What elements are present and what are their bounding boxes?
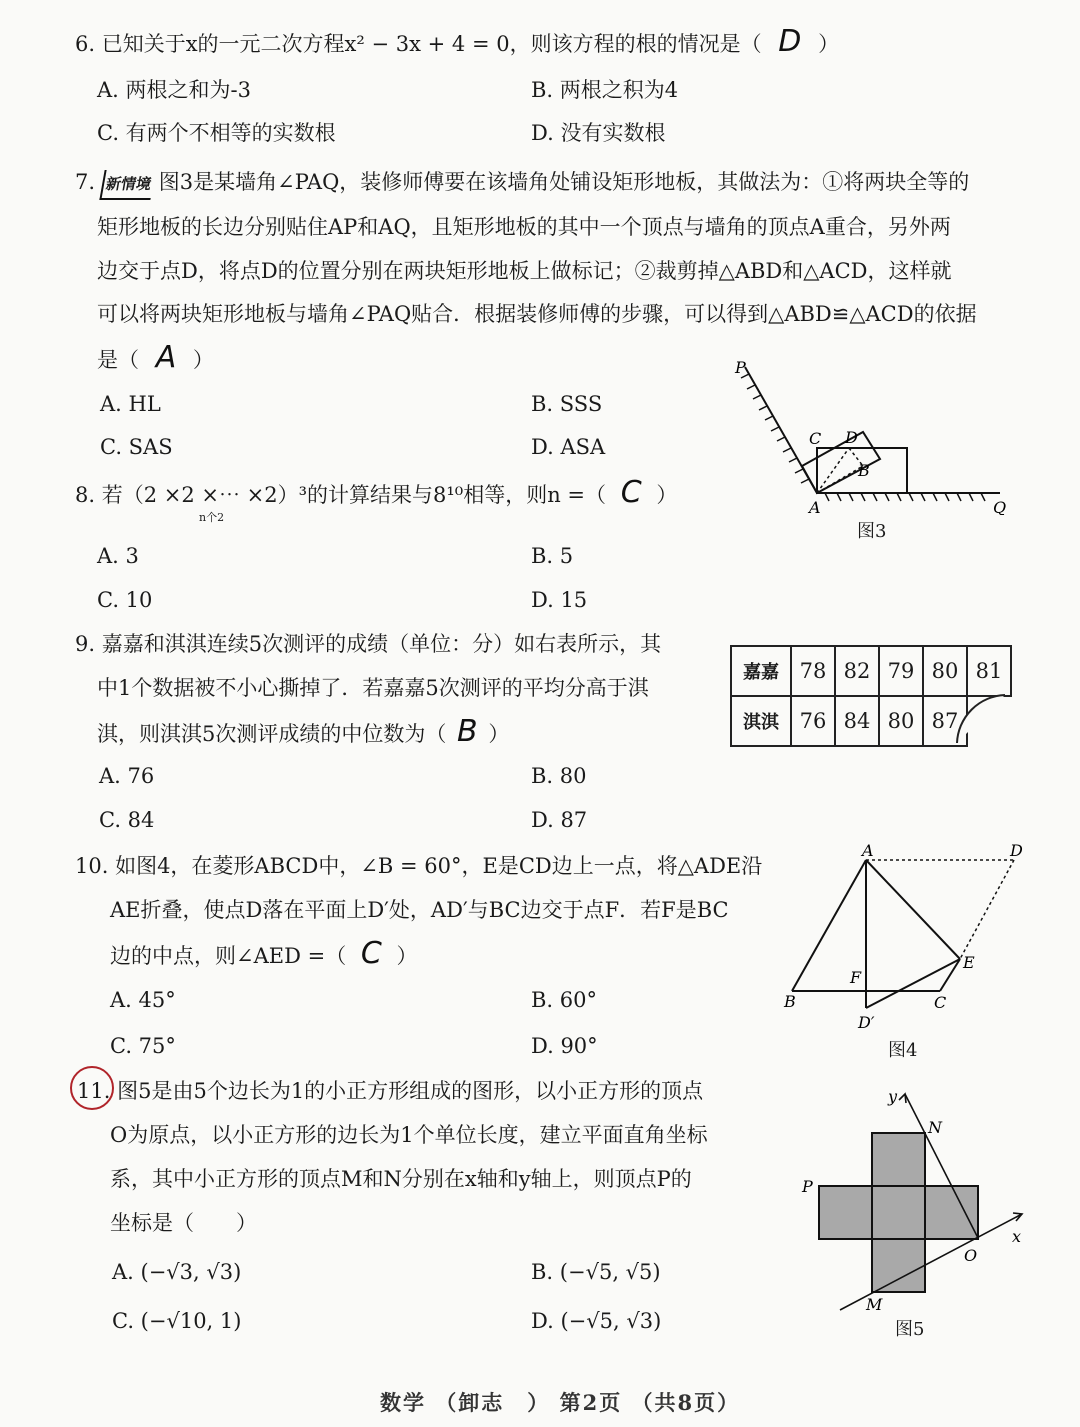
- q10-line3-text: 边的中点，则∠AED =（: [110, 944, 347, 968]
- q7-line2: 矩形地板的长边分别贴住AP和AQ，且矩形地板的其中一个顶点与墙角的顶点A重合，另外两: [97, 215, 951, 239]
- svg-text:A: A: [862, 841, 874, 860]
- q9-option-b: B. 80: [531, 764, 587, 788]
- row-name: 淇淇: [731, 696, 791, 746]
- q6-stem-text: 6. 已知关于x的一元二次方程x² − 3x + 4 = 0，则该方程的根的情况是（: [75, 32, 762, 56]
- q10-handwritten-answer: C: [360, 936, 382, 971]
- q10-line3: [110, 936, 418, 971]
- q8-stem: [75, 475, 678, 510]
- q7-option-a: A. HL: [100, 392, 161, 416]
- q9-line3: [97, 714, 510, 749]
- q11-line4: 坐标是（ ）: [110, 1211, 257, 1235]
- page-footer: 数学 （卸志 ） 第2页 （共8页）: [380, 1390, 741, 1415]
- q10-option-d: D. 90°: [531, 1034, 598, 1058]
- q7-line3: 边交于点D，将点D的位置分别在两块矩形地板上做标记；②裁剪掉△ABD和△ACD，这样就: [97, 259, 952, 283]
- svg-text:A: A: [809, 498, 821, 515]
- svg-text:C: C: [934, 993, 947, 1012]
- svg-text:y: y: [888, 1087, 898, 1106]
- figure-4-diagram: [780, 840, 1040, 1040]
- q6-option-a: A. 两根之和为-3: [97, 78, 251, 102]
- q7-line5: [97, 340, 214, 375]
- q7-close: ）: [192, 348, 214, 372]
- figure-5-caption: 图5: [895, 1319, 925, 1340]
- q10-option-a: A. 45°: [110, 988, 176, 1012]
- svg-text:C: C: [809, 429, 822, 448]
- q7-line1: [75, 168, 969, 200]
- svg-text:O: O: [964, 1246, 978, 1265]
- q9-line3-text: 淇，则淇淇5次测评成绩的中位数为（: [97, 722, 447, 746]
- svg-text:D: D: [1010, 841, 1023, 860]
- q7-number: 7.: [75, 170, 96, 194]
- q7-line4: 可以将两块矩形地板与墙角∠PAQ贴合．根据装修师傅的步骤，可以得到△ABD≌△ACD的依据: [97, 302, 977, 326]
- score-cell: 81: [967, 646, 1011, 696]
- table-row: [731, 646, 1011, 696]
- score-cell: 79: [879, 646, 923, 696]
- q6-option-c: C. 有两个不相等的实数根: [97, 121, 336, 145]
- row-name: 嘉嘉: [731, 646, 791, 696]
- svg-text:E: E: [963, 953, 975, 972]
- q10-option-c: C. 75°: [110, 1034, 176, 1058]
- q8-option-a: A. 3: [97, 544, 139, 568]
- q9-option-a: A. 76: [99, 764, 155, 788]
- score-cell: 82: [835, 646, 879, 696]
- q9-option-d: D. 87: [531, 808, 588, 832]
- torn-corner-arc: [955, 693, 1015, 753]
- q6-option-d: D. 没有实数根: [531, 121, 666, 145]
- q11-option-b: B. (−√5, √5): [531, 1260, 661, 1284]
- svg-text:M: M: [866, 1295, 883, 1314]
- svg-text:x: x: [1012, 1227, 1022, 1246]
- svg-text:B: B: [784, 992, 796, 1011]
- q7-option-c: C. SAS: [100, 435, 173, 459]
- score-cell: 78: [791, 646, 835, 696]
- q8-underbrace-label: n个2: [199, 511, 225, 524]
- q8-stem-text: 8. 若（2 ×2 ×⋯ ×2）³的计算结果与8¹⁰相等，则n =（: [75, 483, 607, 507]
- score-cell: 87: [923, 696, 967, 746]
- q11-option-c: C. (−√10, 1): [112, 1309, 242, 1333]
- figure-4-caption: 图4: [888, 1040, 918, 1061]
- q7-new-context-tag: 新情境: [99, 170, 155, 200]
- q8-option-b: B. 5: [531, 544, 574, 568]
- q6-close: ）: [818, 32, 840, 56]
- q10-close: ）: [396, 944, 418, 968]
- q11-line1-text: 图5是由5个边长为1的小正方形组成的图形，以小正方形的顶点: [117, 1079, 704, 1103]
- score-cell: 76: [791, 696, 835, 746]
- svg-text:F: F: [850, 968, 862, 987]
- q9-option-c: C. 84: [99, 808, 155, 832]
- q8-close: ）: [656, 483, 678, 507]
- q7-line1-text: 图3是某墙角∠PAQ，装修师傅要在该墙角处铺设矩形地板，其做法为：①将两块全等的: [158, 170, 970, 194]
- q10-line2: AE折叠，使点D落在平面上D′处，AD′与BC边交于点F．若F是BC: [110, 898, 729, 922]
- q11-option-a: A. (−√3, √3): [112, 1260, 242, 1284]
- q11-line2: O为原点，以小正方形的边长为1个单位长度，建立平面直角坐标: [110, 1123, 708, 1147]
- svg-text:P: P: [802, 1177, 813, 1196]
- q6-stem: [75, 24, 840, 59]
- q11-line3: 系，其中小正方形的顶点M和N分别在x轴和y轴上，则顶点P的: [110, 1167, 692, 1191]
- q9-line1: 9. 嘉嘉和淇淇连续5次测评的成绩（单位：分）如右表所示，其: [75, 632, 662, 656]
- q8-handwritten-answer: C: [620, 475, 642, 510]
- svg-text:N: N: [928, 1118, 942, 1137]
- figure-3-caption: 图3: [857, 521, 887, 542]
- q9-handwritten-answer: B: [457, 714, 478, 749]
- svg-text:B: B: [858, 461, 870, 480]
- score-cell: 84: [835, 696, 879, 746]
- q11-option-d: D. (−√5, √3): [531, 1309, 662, 1333]
- svg-text:Q: Q: [993, 498, 1007, 515]
- svg-text:D: D: [845, 428, 858, 447]
- q8-option-d: D. 15: [531, 588, 588, 612]
- q7-handwritten-answer: A: [155, 340, 177, 375]
- q9-close: ）: [488, 722, 510, 746]
- q7-option-b: B. SSS: [531, 392, 603, 416]
- q10-option-b: B. 60°: [531, 988, 598, 1012]
- q10-line1: 10. 如图4，在菱形ABCD中，∠B = 60°，E是CD边上一点，将△ADE沿: [75, 854, 763, 878]
- q6-option-b: B. 两根之积为4: [531, 78, 679, 102]
- score-cell: 80: [879, 696, 923, 746]
- svg-text:D′: D′: [858, 1013, 875, 1032]
- svg-text:P: P: [735, 358, 746, 377]
- figure-5-diagram: [790, 1080, 1040, 1325]
- figure-3-diagram: [725, 355, 1025, 515]
- q7-option-d: D. ASA: [531, 435, 606, 459]
- q7-line5-text: 是（: [97, 348, 139, 372]
- q6-handwritten-answer: D: [778, 24, 802, 59]
- q8-option-c: C. 10: [97, 588, 153, 612]
- q9-line2: 中1个数据被不小心撕掉了．若嘉嘉5次测评的平均分高于淇: [97, 676, 649, 700]
- q11-line1: [77, 1077, 703, 1105]
- score-cell: 80: [923, 646, 967, 696]
- q11-number: 11.: [77, 1079, 111, 1103]
